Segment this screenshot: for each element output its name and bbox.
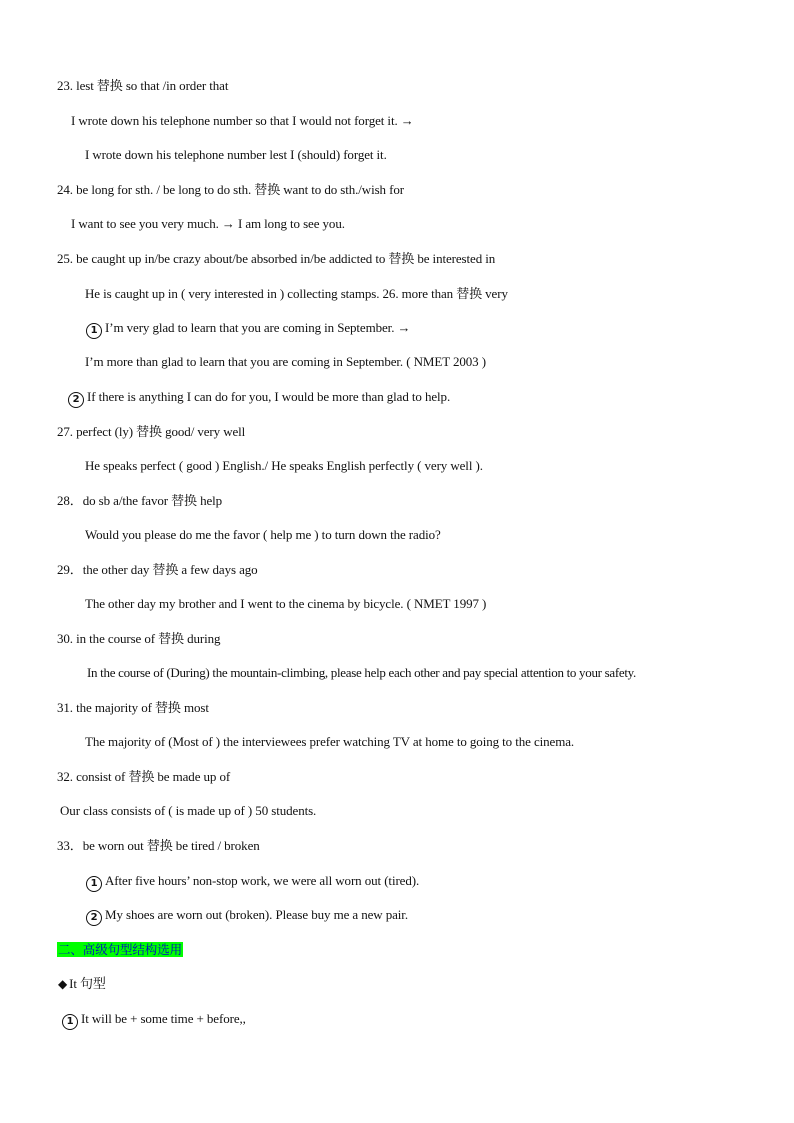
circled-number-icon: 2 [68,392,84,408]
item-27-heading: 27. perfect (ly) 替换 good/ very well [57,424,246,439]
diamond-bullet-icon: ◆ [58,977,68,991]
example-sentence: The other day my brother and I went to the cinema by bicycle. ( NMET 1997 ) [85,596,487,611]
example-sentence: In the course of (During) the mountain-climbing, please help each other and pay special attention to your safety. [87,665,636,680]
circled-number-icon: 1 [62,1014,78,1030]
example-sentence: He is caught up in ( very interested in ) collecting stamps. 26. more than 替换 very [85,286,508,301]
example-sentence: Our class consists of ( is made up of ) 50 students. [60,803,317,818]
numbered-example: 2 My shoes are worn out (broken). Please buy me a new pair. [86,906,408,926]
item-25-heading: 25. be caught up in/be crazy about/be absorbed in/be addicted to 替换 be interested in [57,251,496,266]
example-sentence: I wrote down his telephone number lest I (should) forget it. [85,147,387,162]
example-sentence: I wrote down his telephone number so that I would not forget it. → [71,113,414,128]
section-heading [57,941,183,959]
example-sentence: He speaks perfect ( good ) English./ He speaks English perfectly ( very well ). [85,458,483,473]
circled-number-icon: 2 [86,910,102,926]
highlighted-heading: 二、高级句型结构选用 [58,942,183,957]
item-23-heading: 23. lest 替换 so that /in order that [57,78,229,93]
numbered-example: 1 After five hours’ non-stop work, we were all worn out (tired). [86,872,419,892]
numbered-example: 2 If there is anything I can do for you, I would be more than glad to help. [68,388,450,408]
item-33-heading: 33．be worn out 替换 be tired / broken [57,838,260,853]
item-30-heading: 30. in the course of 替换 during [57,631,221,646]
item-24-heading: 24. be long for sth. / be long to do sth. 替换 want to do sth./wish for [57,182,404,197]
circled-number-icon: 1 [86,323,102,339]
example-sentence: I’m more than glad to learn that you are coming in September. ( NMET 2003 ) [85,354,486,369]
item-29-heading: 29．the other day 替换 a few days ago [57,562,258,577]
item-28-heading: 28．do sb a/the favor 替换 help [57,493,223,508]
example-sentence: I want to see you very much. → I am long to see you. [71,216,345,231]
numbered-example: 1 It will be + some time + before,, [62,1010,246,1030]
circled-number-icon: 1 [86,876,102,892]
example-sentence: The majority of (Most of ) the interviewees prefer watching TV at home to going to the cinema. [85,734,575,749]
item-32-heading: 32. consist of 替换 be made up of [57,769,231,784]
example-sentence: Would you please do me the favor ( help me ) to turn down the radio? [85,527,441,542]
numbered-example: 1 I’m very glad to learn that you are coming in September. → [86,319,410,339]
subsection-heading: ◆ It 句型 [58,976,106,991]
item-31-heading: 31. the majority of 替换 most [57,700,209,715]
